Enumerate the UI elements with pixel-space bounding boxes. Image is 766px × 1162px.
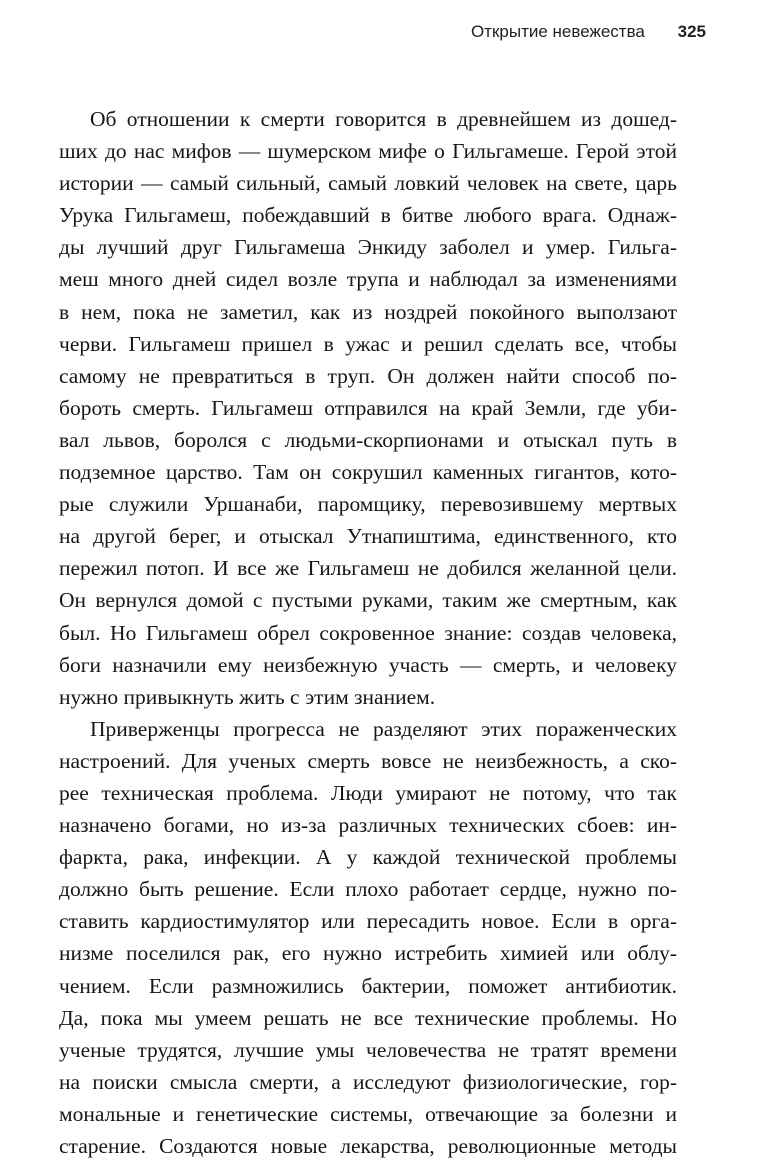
- text-line: фаркта, рака, инфекции. А у каждой технической проблемы: [59, 845, 677, 870]
- text-line: в нем, пока не заметил, как из ноздрей покойного выползают: [59, 299, 677, 324]
- text-line: мональные и генетические системы, отвечающие за болезни и: [59, 1101, 677, 1126]
- text-line: пережил потоп. И все же Гильгамеш не добился желанной цели.: [59, 556, 677, 581]
- text-line: вал львов, боролся с людьми-скорпионами и отыскал путь в: [59, 427, 677, 452]
- text-line: настроений. Для ученых смерть вовсе не неизбежность, а ско-: [59, 748, 677, 773]
- text-line: рые служили Уршанаби, паромщику, перевозившему мертвых: [59, 492, 677, 517]
- text-line: меш много дней сидел возле трупа и наблюдал за изменениями: [59, 267, 677, 292]
- text-line: черви. Гильгамеш пришел в ужас и решил сделать все, чтобы: [59, 331, 677, 356]
- text-line: истории — самый сильный, самый ловкий человек на свете, царь: [59, 171, 677, 196]
- text-line: Приверженцы прогресса не разделяют этих пораженческих: [90, 716, 677, 741]
- text-line: чением. Если размножились бактерии, поможет антибиотик.: [59, 973, 677, 998]
- running-head: [471, 22, 706, 42]
- text-line: ды лучший друг Гильгамеша Энкиду заболел и умер. Гильга-: [59, 235, 677, 260]
- text-line: самому не превратиться в труп. Он должен найти способ по-: [59, 363, 677, 388]
- text-line: Урука Гильгамеш, побеждавший в битве любого врага. Однаж-: [59, 203, 677, 228]
- text-line: подземное царство. Там он сокрушил каменных гигантов, кото-: [59, 460, 677, 485]
- text-line: Да, пока мы умеем решать не все технические проблемы. Но: [59, 1005, 677, 1030]
- text-line: нужно привыкнуть жить с этим знанием.: [59, 684, 436, 709]
- text-line: боги назначили ему неизбежную участь — смерть, и человеку: [59, 652, 677, 677]
- text-line: старение. Создаются новые лекарства, революционные методы: [59, 1134, 677, 1158]
- text-line: низме поселился рак, его нужно истребить химией или облу-: [59, 941, 677, 966]
- text-line: назначено богами, но из-за различных технических сбоев: ин-: [59, 813, 677, 838]
- text-line: должно быть решение. Если плохо работает сердце, нужно по-: [59, 877, 677, 902]
- text-line: бороть смерть. Гильгамеш отправился на край Земли, где уби-: [59, 395, 677, 420]
- text-line: на поиски смысла смерти, а исследуют физиологические, гор-: [59, 1069, 677, 1094]
- page-number: 325: [677, 22, 706, 41]
- text-line: Об отношении к смерти говорится в древнейшем из дошед-: [90, 107, 677, 131]
- paragraph-1: [59, 103, 677, 713]
- text-line: ших до нас мифов — шумерском мифе о Гильгамеше. Герой этой: [59, 139, 677, 164]
- text-line: Он вернулся домой с пустыми руками, таким же смертным, как: [59, 588, 677, 613]
- text-line: рее техническая проблема. Люди умирают не потому, что так: [59, 780, 677, 805]
- text-line: был. Но Гильгамеш обрел сокровенное знание: создав человека,: [59, 620, 677, 645]
- text-line: на другой берег, и отыскал Утнапиштима, единственного, кто: [59, 524, 677, 549]
- running-head-title: Открытие невежества: [470, 22, 645, 41]
- paragraph-2: [59, 713, 677, 1162]
- body-text: [59, 103, 677, 1162]
- text-line: ученые трудятся, лучшие умы человечества не тратят времени: [59, 1037, 677, 1062]
- text-line: ставить кардиостимулятор или пересадить новое. Если в орга-: [59, 909, 677, 934]
